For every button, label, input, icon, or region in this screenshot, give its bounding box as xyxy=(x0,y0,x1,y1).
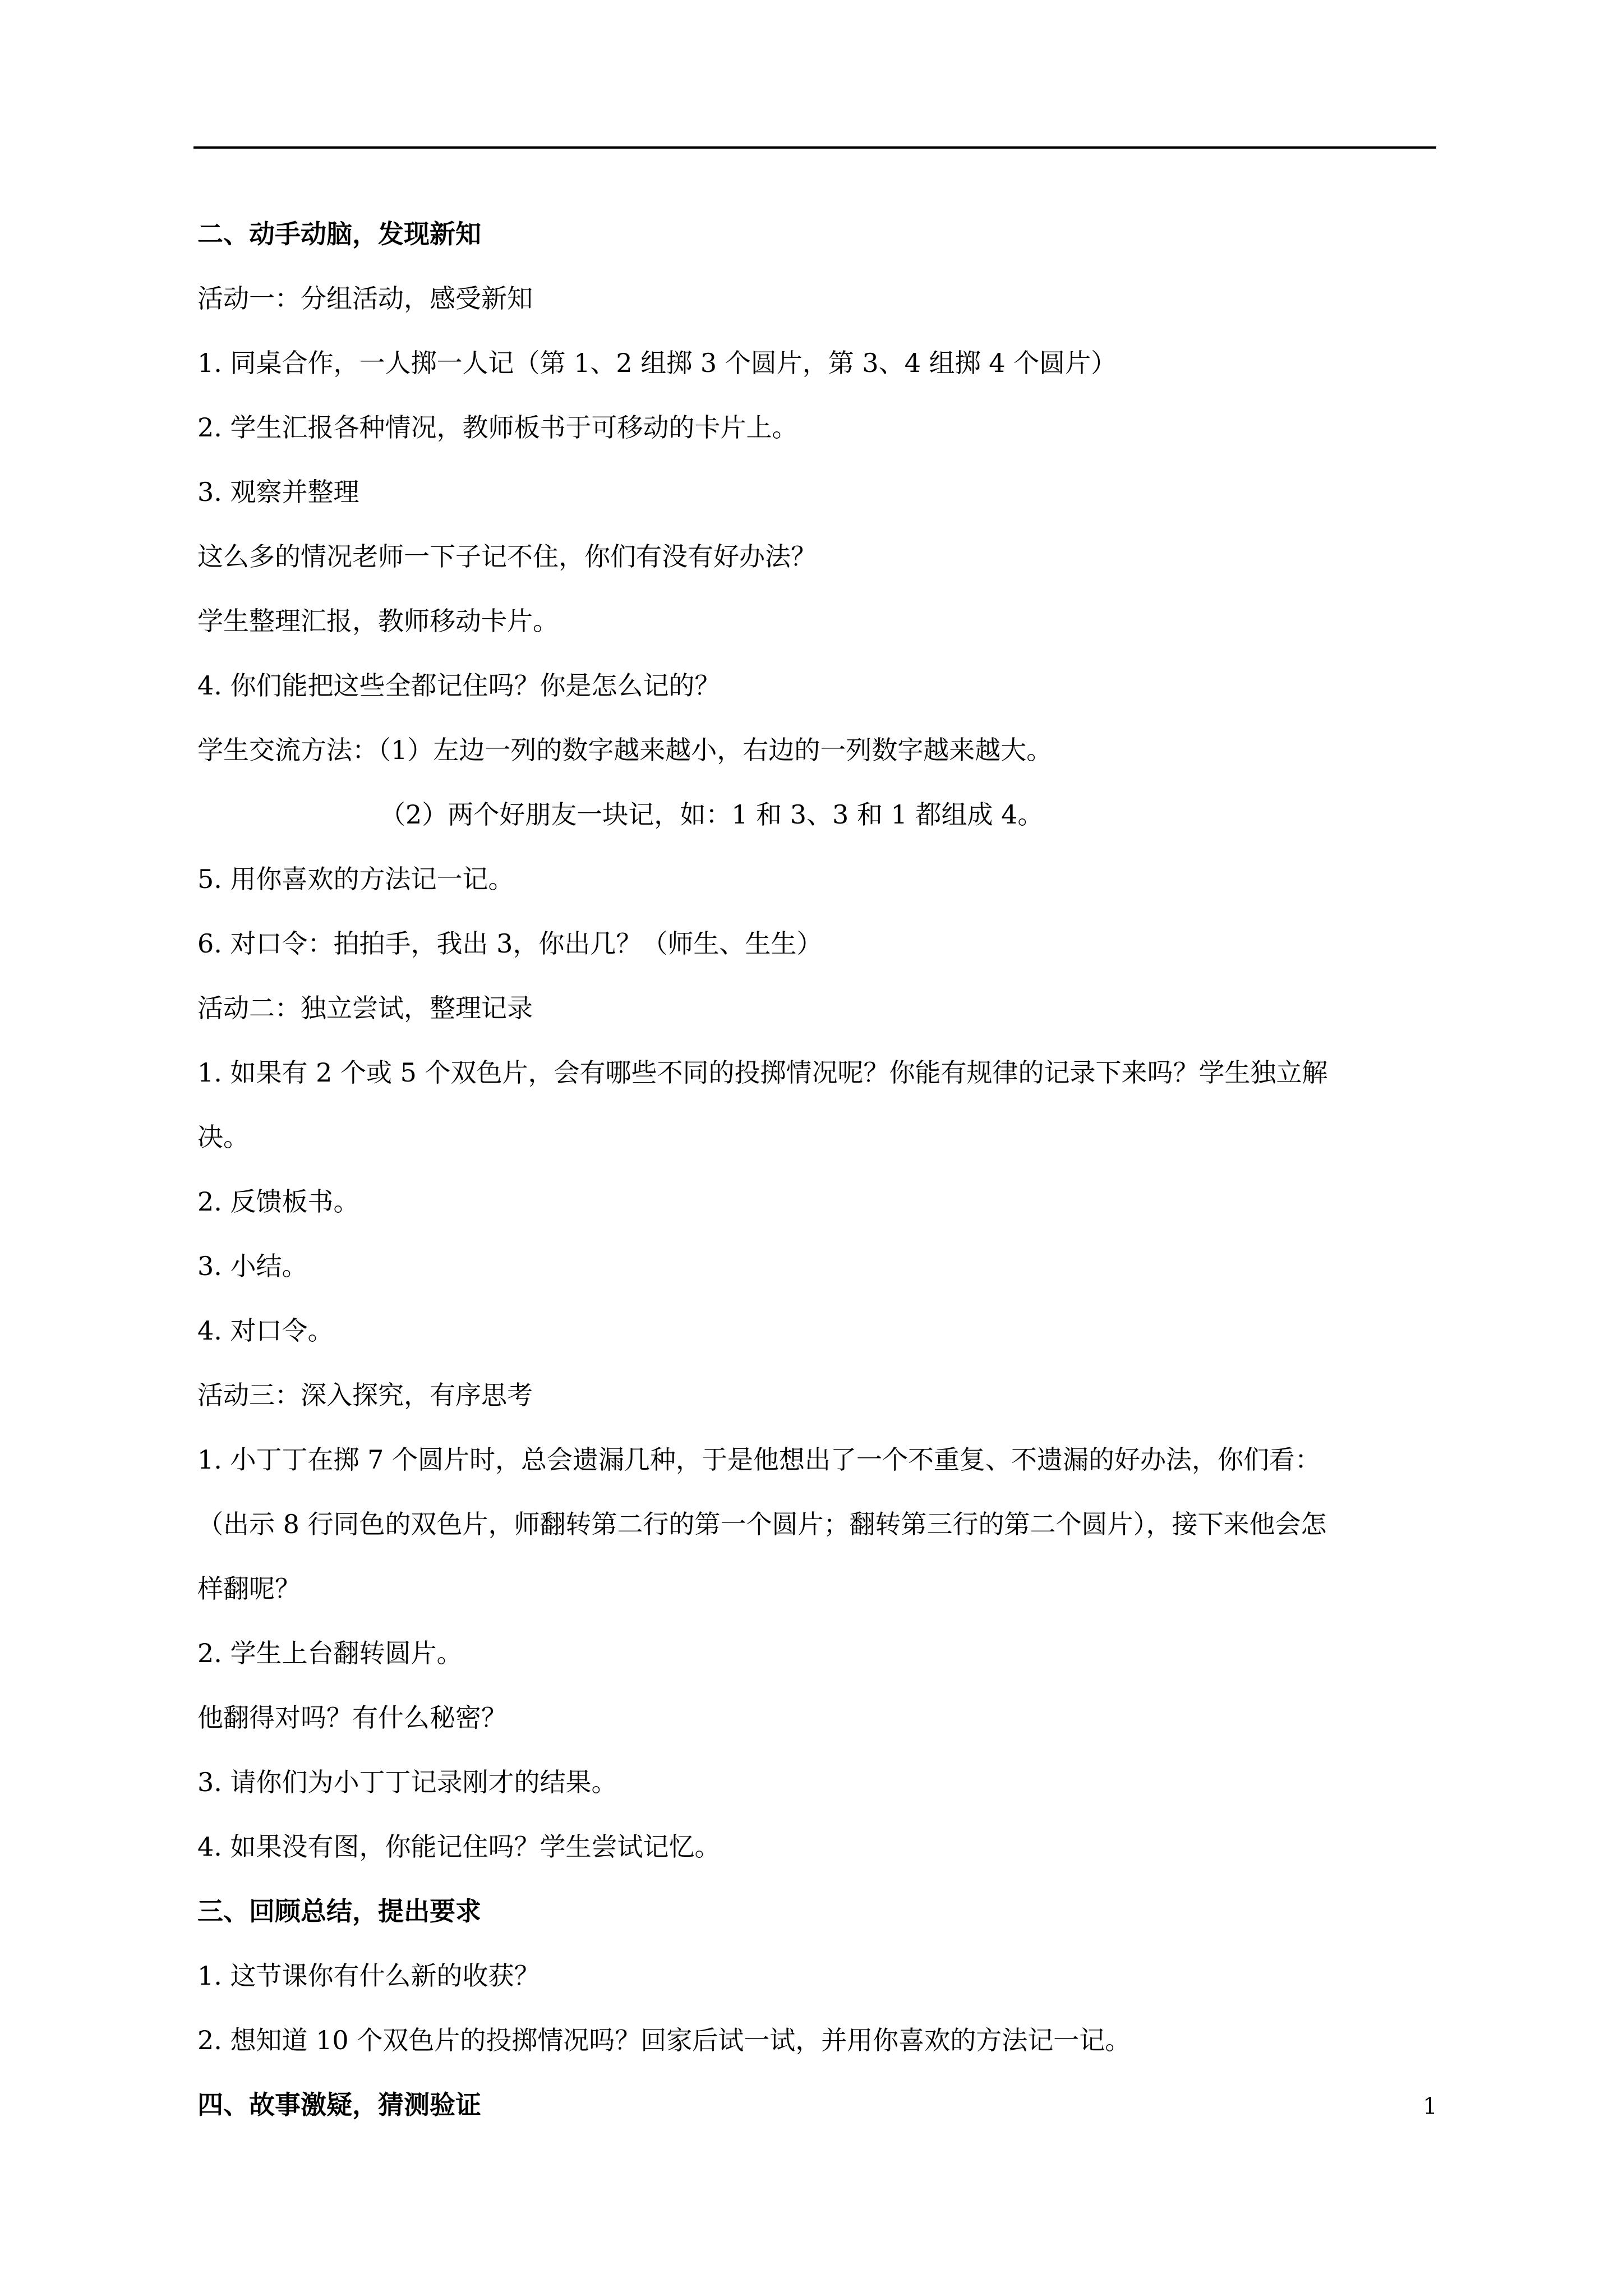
paragraph-line: 学生整理汇报，教师移动卡片。 xyxy=(197,606,559,636)
paragraph-line: 3. 观察并整理 xyxy=(197,477,359,507)
paragraph-line: 这么多的情况老师一下子记不住，你们有没有好办法？ xyxy=(197,541,817,572)
paragraph-line: 2. 想知道 10 个双色片的投掷情况吗？回家后试一试，并用你喜欢的方法记一记。 xyxy=(197,2025,1131,2055)
paragraph-line: 4. 如果没有图，你能记住吗？学生尝试记忆。 xyxy=(197,1832,721,1862)
activity-1-title: 活动一：分组活动，感受新知 xyxy=(197,283,533,314)
header-rule xyxy=(193,146,1436,149)
paragraph-line: 3. 请你们为小丁丁记录刚才的结果。 xyxy=(197,1767,617,1797)
section-heading-2: 二、动手动脑，发现新知 xyxy=(197,219,481,249)
paragraph-line: 学生交流方法：（1）左边一列的数字越来越小，右边的一列数字越来越大。 xyxy=(197,735,1053,765)
section-heading-3: 三、回顾总结，提出要求 xyxy=(197,1896,481,1926)
paragraph-line: 4. 对口令。 xyxy=(197,1315,334,1346)
paragraph-line: 决。 xyxy=(197,1122,249,1152)
activity-2-title: 活动二：独立尝试，整理记录 xyxy=(197,993,533,1023)
paragraph-line: 样翻呢？ xyxy=(197,1573,301,1604)
paragraph-line: 6. 对口令：拍拍手，我出 3，你出几？（师生、生生） xyxy=(197,928,823,959)
paragraph-line: 1. 如果有 2 个或 5 个双色片，会有哪些不同的投掷情况呢？你能有规律的记录下来吗？学生独立解 xyxy=(197,1057,1328,1088)
paragraph-line: 5. 用你喜欢的方法记一记。 xyxy=(197,864,514,894)
paragraph-line: 他翻得对吗？有什么秘密？ xyxy=(197,1703,507,1733)
section-heading-4: 四、故事激疑，猜测验证 xyxy=(197,2090,481,2120)
paragraph-line: 2. 学生上台翻转圆片。 xyxy=(197,1638,463,1668)
page-number: 1 xyxy=(1423,2093,1437,2119)
document-body xyxy=(197,202,1437,2137)
paragraph-line: 1. 同桌合作，一人掷一人记（第 1、2 组掷 3 个圆片，第 3、4 组掷 4 个圆片） xyxy=(197,348,1117,378)
paragraph-line: 2. 学生汇报各种情况，教师板书于可移动的卡片上。 xyxy=(197,412,798,443)
paragraph-line: 3. 小结。 xyxy=(197,1251,308,1281)
activity-3-title: 活动三：深入探究，有序思考 xyxy=(197,1380,533,1410)
paragraph-line: 1. 小丁丁在掷 7 个圆片时，总会遗漏几种，于是他想出了一个不重复、不遗漏的好办法，你们看： xyxy=(197,1444,1321,1475)
paragraph-line: （出示 8 行同色的双色片，师翻转第二行的第一个圆片；翻转第三行的第二个圆片），接下来他会怎 xyxy=(197,1509,1327,1539)
paragraph-line: 2. 反馈板书。 xyxy=(197,1186,359,1217)
paragraph-line: 1. 这节课你有什么新的收获？ xyxy=(197,1961,540,1991)
paragraph-line-indented: （2）两个好朋友一块记，如：1 和 3、3 和 1 都组成 4。 xyxy=(380,799,1044,830)
paragraph-line: 4. 你们能把这些全都记住吗？你是怎么记的？ xyxy=(197,670,721,701)
